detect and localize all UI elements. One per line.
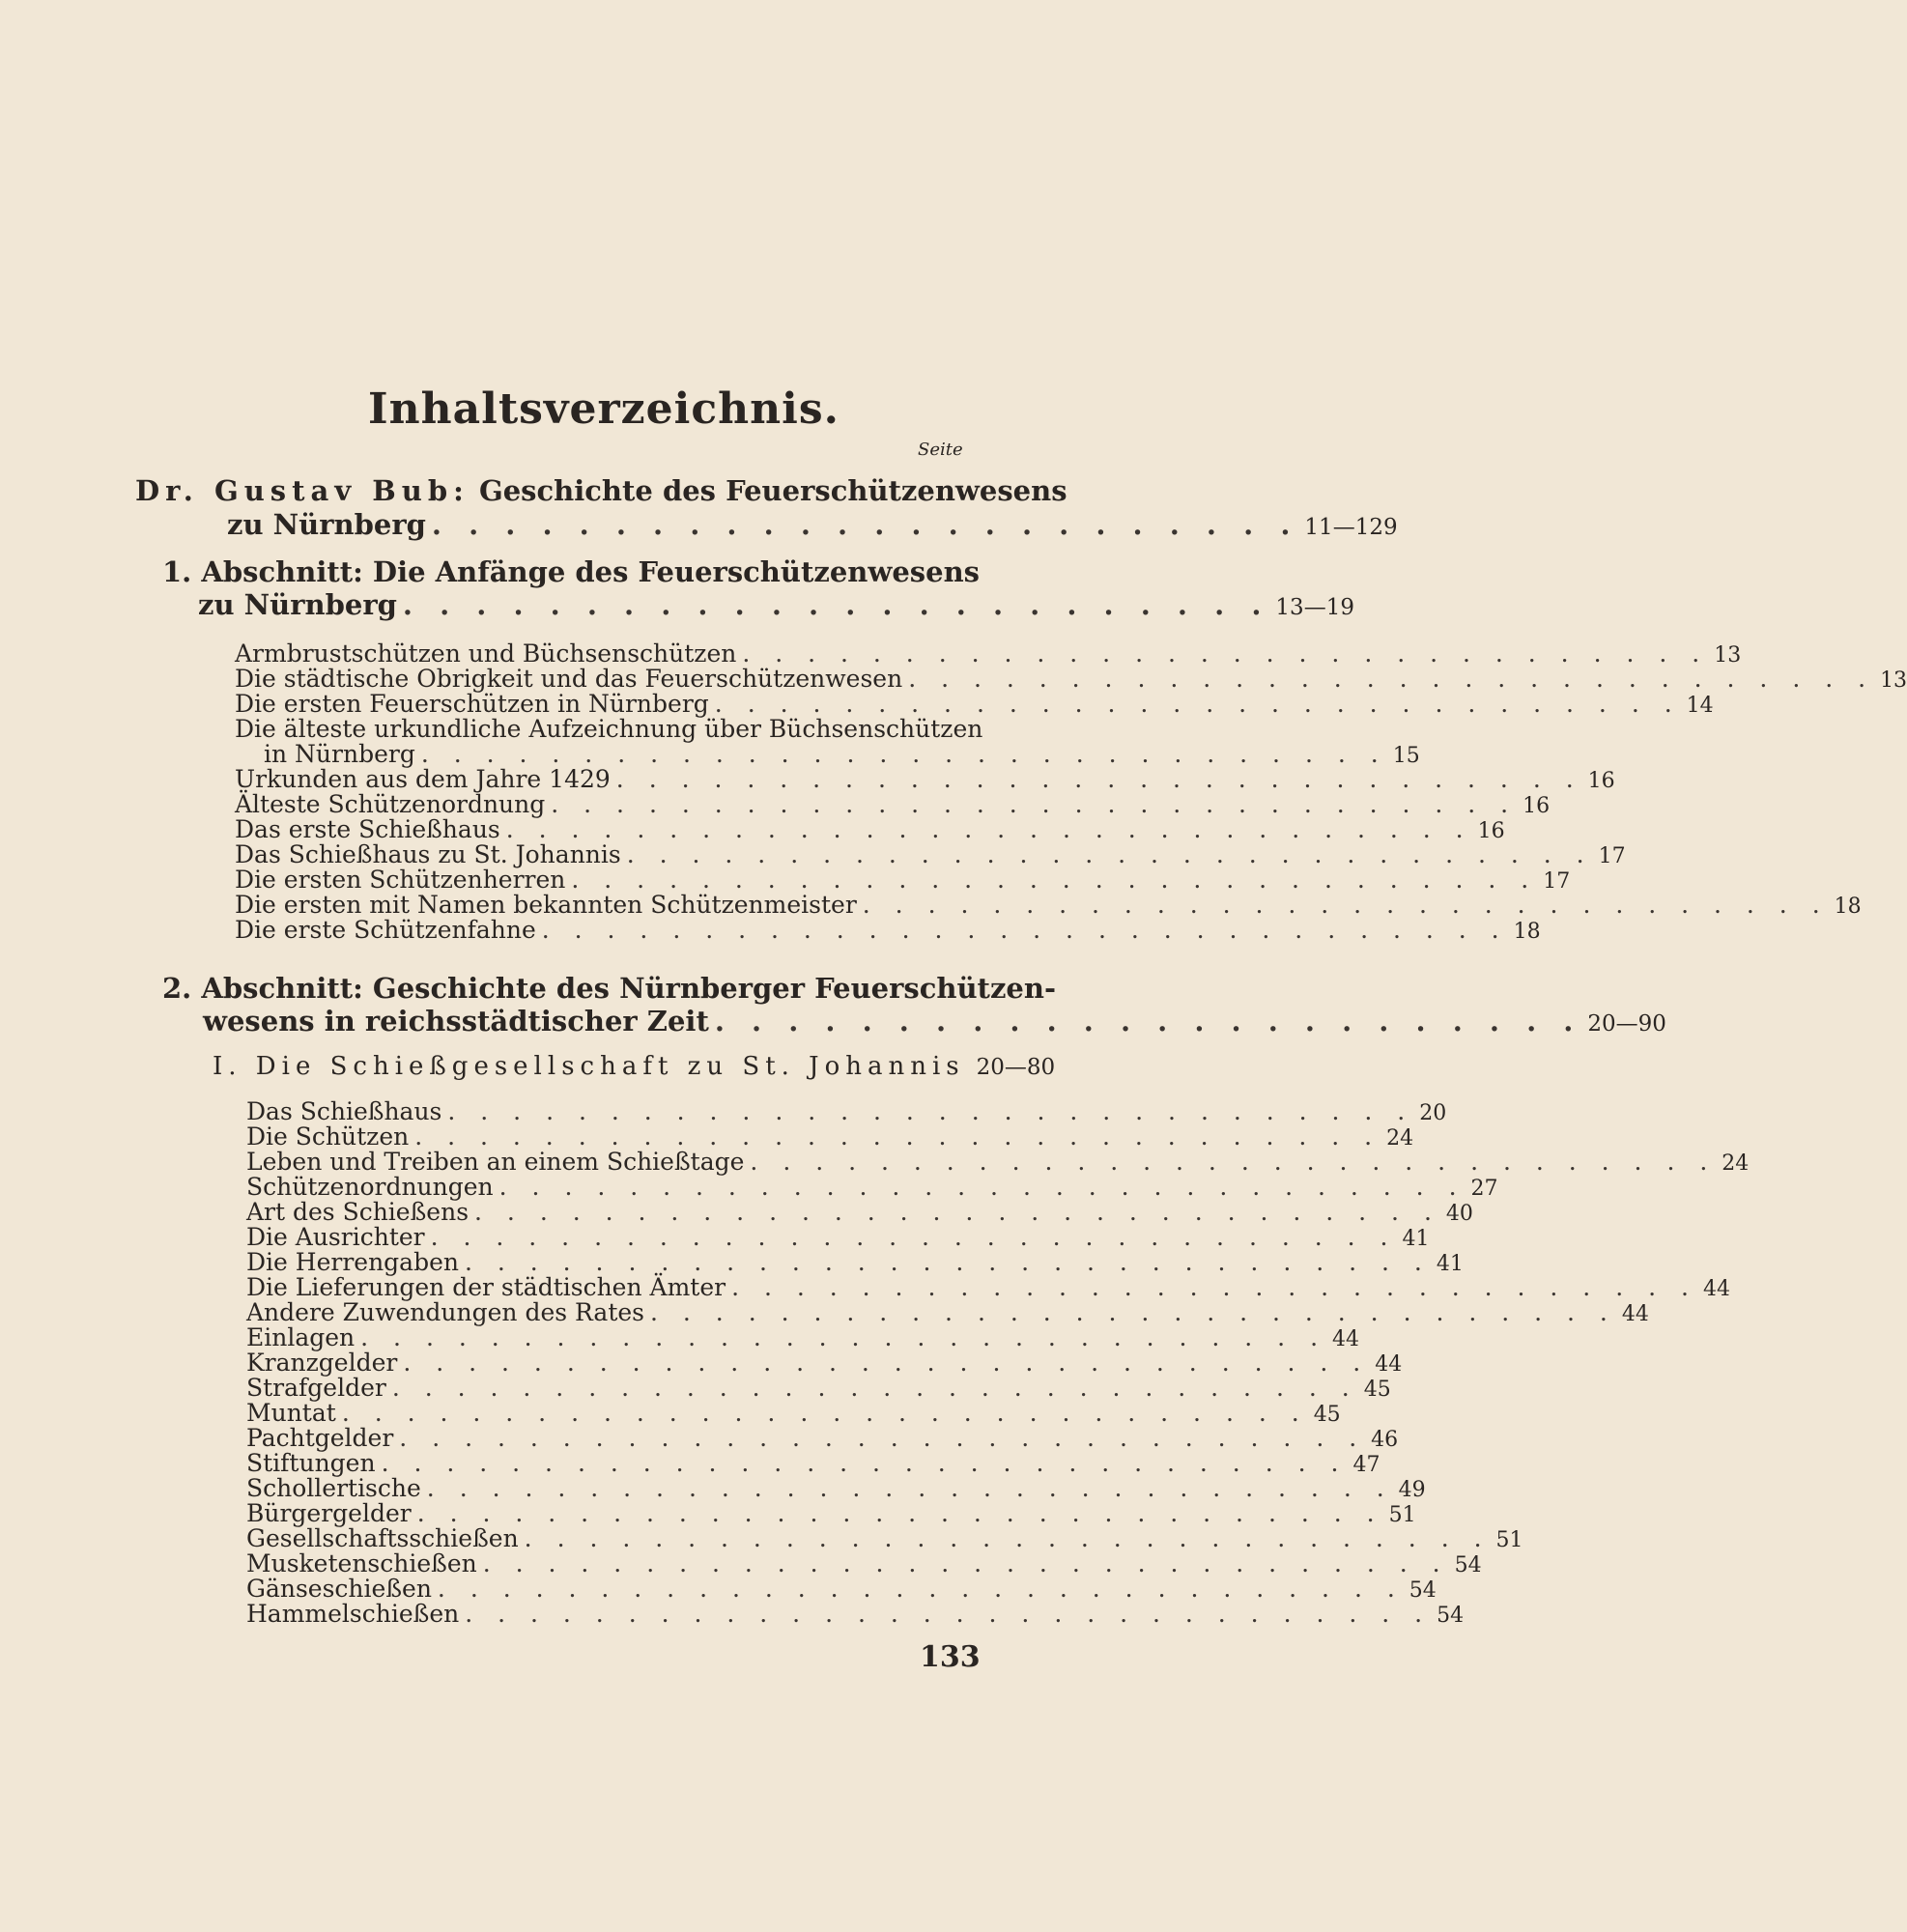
section1-title-line2: zu Nürnberg	[198, 588, 397, 621]
item-page: 54	[1437, 1604, 1465, 1628]
item-label: Die Herrengaben	[246, 1248, 459, 1276]
item-page: 51	[1495, 1528, 1523, 1552]
item-page: 14	[1686, 694, 1714, 718]
dot-leader: . . . . . . . . . . . . . . . . . . . . . . . . . . . . . .	[626, 840, 1593, 868]
dot-leader: . . . . . . . . . . . . . . . . . . . . . . . . . . . . . .	[381, 1449, 1348, 1477]
item-label: Das Schießhaus zu St. Johannis	[235, 840, 621, 868]
dot-leader: . . . . . . . . . . . . . . . . . . . . . . . . . . . . . .	[416, 1499, 1383, 1527]
dot-leader: . . . . . . . . . . . . . . . . . . . . . . . . . . . . . .	[498, 1173, 1466, 1201]
dot-leader: . . . . . . . . . . . . . . . . . . . . . . . . . . . . . .	[391, 1374, 1358, 1402]
item-page: 13	[1880, 668, 1907, 693]
section2-title-line2: wesens in reichsstädtischer Zeit	[203, 1005, 709, 1037]
item-page: 24	[1386, 1126, 1414, 1151]
item-label: Strafgelder	[246, 1374, 386, 1402]
item-label: Stiftungen	[246, 1449, 376, 1477]
item-page: 45	[1363, 1378, 1391, 1402]
item-page: 46	[1371, 1428, 1399, 1452]
item-page: 54	[1454, 1553, 1482, 1577]
item-label: Pachtgelder	[246, 1424, 394, 1452]
item-label: Bürgergelder	[246, 1499, 412, 1527]
dot-leader: . . . . . . . . . . . . . . . . . . . . . . . . . . . . . .	[615, 765, 1582, 793]
dot-leader: . . . . . . . . . . . . . . . . . . . . . . . . . . . . . .	[571, 866, 1538, 894]
page-title: Inhaltsverzeichnis.	[368, 384, 840, 434]
item-page: 44	[1332, 1327, 1360, 1351]
item-label: Das Schießhaus	[246, 1097, 442, 1125]
page-number: 133	[920, 1640, 981, 1674]
item-label: Die städtische Obrigkeit und das Feuerschützenwesen	[235, 665, 903, 693]
dot-leader: . . . . . . . . . . . . . . . . . . . . . . . .	[431, 508, 1299, 541]
dot-leader: . . . . . . . . . . . . . . . . . . . . . . . . . . . . . .	[437, 1575, 1404, 1603]
item-label: Urkunden aus dem Jahre 1429	[235, 765, 611, 793]
item-label: Die Ausrichter	[246, 1223, 425, 1251]
section1-title-line1: Abschnitt: Die Anfänge des Feuerschützenwesens	[201, 555, 980, 588]
item-page: 13	[1714, 643, 1742, 668]
item-label: Die erste Schützenfahne	[235, 916, 536, 944]
dot-leader: . . . . . . . . . . . . . . . . . . . . . . . . . . . . . .	[908, 665, 1875, 693]
section1-line2	[198, 588, 1354, 622]
item-label: Leben und Treiben an einem Schießtage	[246, 1148, 745, 1176]
dot-leader: . . . . . . . . . . . . . . . . . . . . . . . . . . . . . .	[474, 1198, 1440, 1226]
item-label: Schützenordnungen	[246, 1173, 494, 1201]
item-label: Musketenschießen	[246, 1549, 477, 1577]
dot-leader: . . . . . . . . . . . . . . . . . . . . . . . . . . . . . .	[650, 1298, 1616, 1326]
item-label: Die ersten Feuerschützen in Nürnberg	[235, 690, 709, 718]
item-page: 17	[1543, 869, 1571, 894]
item-label: Die älteste urkundliche Aufzeichnung über Büchsenschützen	[235, 715, 983, 743]
dot-leader: . . . . . . . . . . . . . . . . . . . . . . . . . . . . . .	[426, 1474, 1393, 1502]
item-label: Die Lieferungen der städtischen Ämter	[246, 1273, 726, 1301]
section2-title-line1: Abschnitt: Geschichte des Nürnberger Feuerschützen-	[201, 972, 1056, 1005]
item-page: 17	[1598, 844, 1626, 868]
item-page: 24	[1722, 1151, 1750, 1176]
item-label: Die Schützen	[246, 1122, 410, 1151]
item-label: Das erste Schießhaus	[235, 815, 500, 843]
item-page: 45	[1313, 1403, 1341, 1427]
dot-leader: . . . . . . . . . . . . . . . . . . . . . . . . . . . . . .	[551, 790, 1518, 818]
list-item	[246, 1600, 1465, 1630]
section1-pages: 13—19	[1275, 595, 1354, 620]
item-page: 44	[1702, 1277, 1730, 1301]
main-author: Dr. Gustav Bub:	[135, 474, 470, 507]
item-page: 15	[1392, 744, 1420, 768]
item-page: 41	[1402, 1227, 1430, 1251]
item-page: 54	[1409, 1578, 1437, 1603]
section2-number: 2.	[162, 972, 192, 1005]
dot-leader: . . . . . . . . . . . . . . . . . . . . . . . .	[402, 588, 1270, 621]
item-label: Kranzgelder	[246, 1349, 398, 1377]
item-label: Die ersten mit Namen bekannten Schützenmeister	[235, 891, 857, 919]
item-page: 41	[1436, 1252, 1464, 1276]
dot-leader: . . . . . . . . . . . . . . . . . . . . . . . . . . . . . .	[403, 1349, 1370, 1377]
item-page: 44	[1621, 1302, 1649, 1326]
section2-line2	[203, 1005, 1666, 1038]
dot-leader: . . . . . . . . . . . . . . . . . . . . . . . . . . . . . .	[341, 1399, 1308, 1427]
section1-number: 1.	[162, 555, 192, 588]
list-item	[235, 715, 983, 743]
main-entry-line2	[227, 508, 1398, 542]
dot-leader: . . . . . . . . . . . . . . . . . . . . . . . . . . . . . .	[447, 1097, 1414, 1125]
dot-leader: . . . . . . . . . . . . . . . . . . . . . . . . . . . . . .	[414, 1122, 1381, 1151]
item-page: 44	[1375, 1352, 1403, 1377]
dot-leader: . . . . . . . . . . . . . . . . . . . . . . . .	[714, 1005, 1582, 1037]
item-page: 27	[1470, 1177, 1498, 1201]
dot-leader: . . . . . . . . . . . . . . . . . . . . . . . . . . . . . .	[420, 740, 1387, 768]
subsection-title: I. Die Schießgesellschaft zu St. Johannis	[213, 1052, 965, 1081]
dot-leader: . . . . . . . . . . . . . . . . . . . . . . . . . . . . . .	[750, 1148, 1717, 1176]
section2-subsection	[213, 1052, 1056, 1082]
item-label: Einlagen	[246, 1323, 356, 1351]
dot-leader: . . . . . . . . . . . . . . . . . . . . . . . . . . . . . .	[862, 891, 1829, 919]
section2-line1	[162, 972, 1056, 1005]
item-label: Muntat	[246, 1399, 336, 1427]
item-label: Schollertische	[246, 1474, 421, 1502]
item-label: Andere Zuwendungen des Rates	[246, 1298, 645, 1326]
item-page: 40	[1445, 1202, 1473, 1226]
dot-leader: . . . . . . . . . . . . . . . . . . . . . . . . . . . . . .	[482, 1549, 1449, 1577]
dot-leader: . . . . . . . . . . . . . . . . . . . . . . . . . . . . . .	[524, 1524, 1491, 1552]
item-page: 18	[1834, 895, 1862, 919]
page-column-label: Seite	[918, 440, 963, 460]
main-entry-line1	[135, 474, 1067, 507]
dot-leader: . . . . . . . . . . . . . . . . . . . . . . . . . . . . . .	[541, 916, 1508, 944]
subsection-pages: 20—80	[976, 1055, 1056, 1080]
dot-leader: . . . . . . . . . . . . . . . . . . . . . . . . . . . . . .	[731, 1273, 1697, 1301]
dot-leader: . . . . . . . . . . . . . . . . . . . . . . . . . . . . . .	[465, 1600, 1432, 1628]
dot-leader: . . . . . . . . . . . . . . . . . . . . . . . . . . . . . .	[742, 639, 1709, 668]
section1-line1	[162, 555, 980, 588]
list-item	[235, 916, 1541, 946]
main-entry-pages: 11—129	[1304, 515, 1398, 540]
item-label: Die ersten Schützenherren	[235, 866, 566, 894]
dot-leader: . . . . . . . . . . . . . . . . . . . . . . . . . . . . . .	[430, 1223, 1397, 1251]
item-page: 51	[1388, 1503, 1416, 1527]
main-title-line2: zu Nürnberg	[227, 508, 426, 541]
item-page: 49	[1398, 1478, 1426, 1502]
item-page: 20	[1419, 1101, 1447, 1125]
dot-leader: . . . . . . . . . . . . . . . . . . . . . . . . . . . . . .	[360, 1323, 1327, 1351]
section2-pages: 20—90	[1587, 1011, 1666, 1037]
item-label: Hammelschießen	[246, 1600, 460, 1628]
item-label: Älteste Schützenordnung	[235, 790, 546, 818]
dot-leader: . . . . . . . . . . . . . . . . . . . . . . . . . . . . . .	[505, 815, 1472, 843]
item-label: Gänseschießen	[246, 1575, 432, 1603]
item-label: in Nürnberg	[264, 740, 415, 768]
dot-leader: . . . . . . . . . . . . . . . . . . . . . . . . . . . . . .	[464, 1248, 1431, 1276]
item-page: 16	[1523, 794, 1551, 818]
dot-leader: . . . . . . . . . . . . . . . . . . . . . . . . . . . . . .	[399, 1424, 1366, 1452]
item-page: 16	[1587, 769, 1615, 793]
item-page: 47	[1352, 1453, 1380, 1477]
item-page: 16	[1477, 819, 1505, 843]
item-label: Art des Schießens	[246, 1198, 470, 1226]
item-label: Armbrustschützen und Büchsenschützen	[235, 639, 737, 668]
main-title-line1: Geschichte des Feuerschützenwesens	[478, 474, 1067, 507]
item-page: 18	[1513, 920, 1541, 944]
dot-leader: . . . . . . . . . . . . . . . . . . . . . . . . . . . . . .	[714, 690, 1681, 718]
item-label: Gesellschaftsschießen	[246, 1524, 519, 1552]
